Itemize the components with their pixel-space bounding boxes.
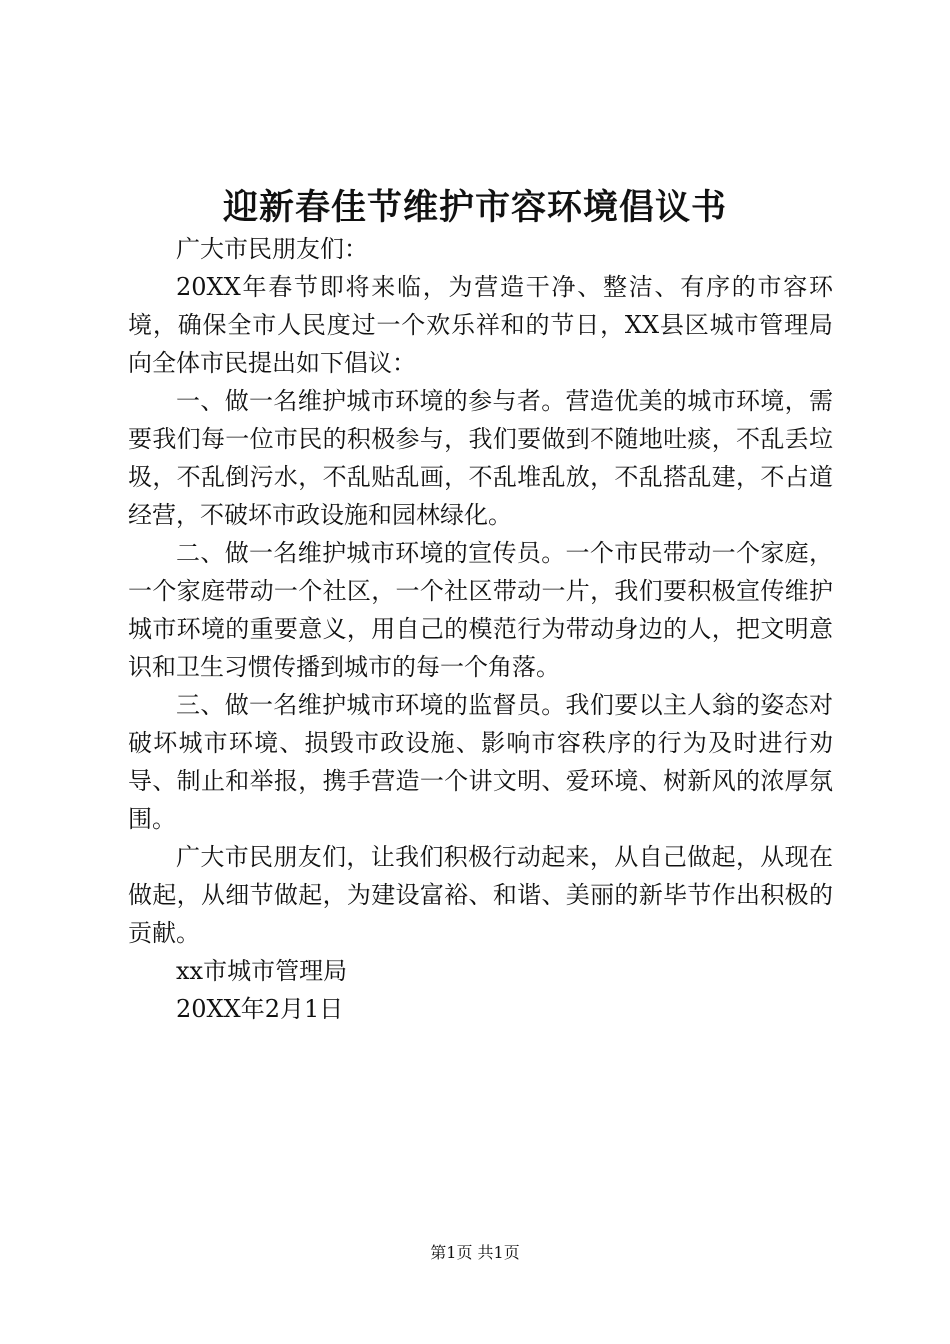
paragraph-participant: 一、做一名维护城市环境的参与者。营造优美的城市环境，需要我们每一位市民的积极参与，我们要做到不随地吐痰，不乱丢垃圾，不乱倒污水，不乱贴乱画，不乱堆乱放，不乱搭乱建，不占道经营，不破坏市政设施和园林绿化。 xyxy=(128,387,833,529)
signature-date: 20XX年2月1日 xyxy=(176,995,344,1023)
paragraph-supervisor: 三、做一名维护城市环境的监督员。我们要以主人翁的姿态对破坏城市环境、损毁市政设施、影响市容秩序的行为及时进行劝导、制止和举报，携手营造一个讲文明、爱环境、树新风的浓厚氛围。 xyxy=(128,691,833,833)
paragraph-publicist: 二、做一名维护城市环境的宣传员。一个市民带动一个家庭，一个家庭带动一个社区，一个社区带动一片，我们要积极宣传维护城市环境的重要意义，用自己的模范行为带动身边的人，把文明意识和卫生习惯传播到城市的每一个角落。 xyxy=(128,539,833,681)
page-number-footer: 第1页 共1页 xyxy=(430,1243,520,1262)
document-body xyxy=(128,230,833,1028)
greeting: 广大市民朋友们： xyxy=(176,235,368,263)
signature-organization: xx市城市管理局 xyxy=(176,957,348,985)
paragraph-intro: 20XX年春节即将来临，为营造干净、整洁、有序的市容环境，确保全市人民度过一个欢乐祥和的节日，XX县区城市管理局向全体市民提出如下倡议： xyxy=(128,273,833,377)
document-title: 迎新春佳节维护市容环境倡议书 xyxy=(222,187,727,228)
paragraph-closing: 广大市民朋友们，让我们积极行动起来，从自己做起，从现在做起，从细节做起，为建设富裕、和谐、美丽的新毕节作出积极的贡献。 xyxy=(128,843,833,947)
